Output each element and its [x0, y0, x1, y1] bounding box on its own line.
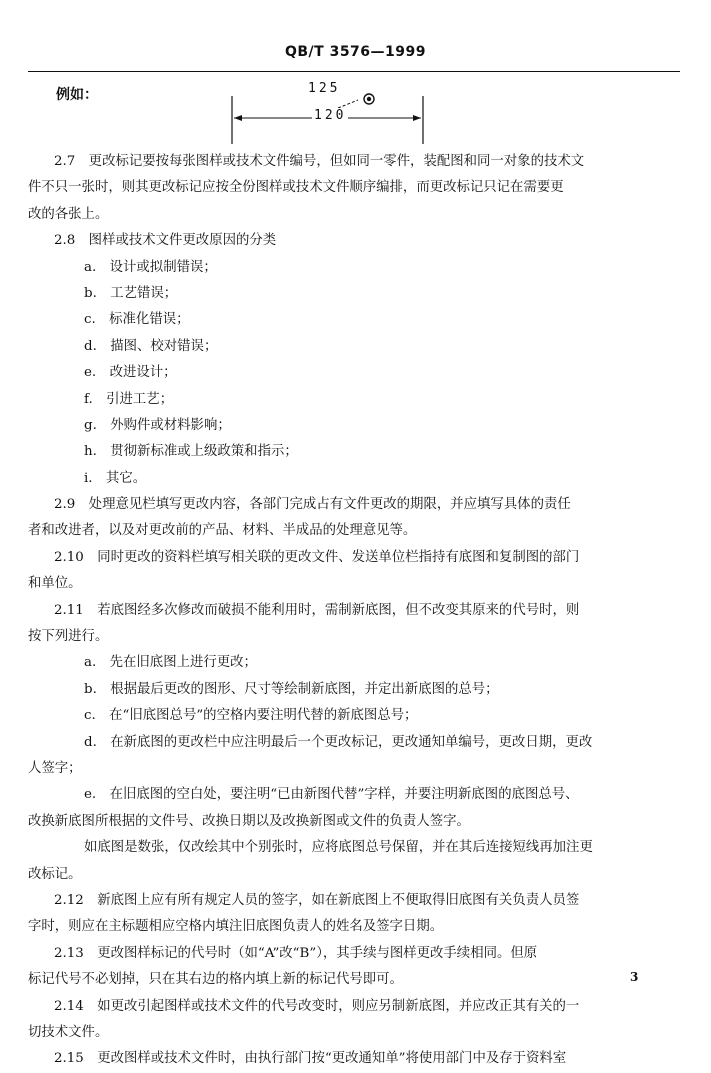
- text-line: 2.8 图样或技术文件更改原因的分类: [54, 233, 277, 249]
- example-label: 例如：: [56, 87, 98, 103]
- text-line: b. 工艺错误；: [84, 285, 178, 301]
- text-line: 和单位。: [28, 576, 82, 592]
- upper-dimension-value: 125: [308, 81, 341, 96]
- body-text: [28, 149, 668, 1073]
- text-line: 切技术文件。: [28, 1024, 109, 1040]
- text-line: 者和改进者，以及对更改前的产品、材料、半成品的处理意见等。: [28, 523, 417, 539]
- text-line: 2.11 若底图经多次修改而破损不能利用时，需制新底图，但不改变其原来的代号时，则: [54, 602, 580, 618]
- text-line: 2.7 更改标记要按每张图样或技术文件编号，但如同一零件，装配图和同一对象的技术文: [54, 154, 585, 169]
- text-line: 2.10 同时更改的资料栏填写相关联的更改文件、发送单位栏指持有底图和复制图的部门: [54, 549, 580, 565]
- text-line: 人签字；: [28, 760, 82, 776]
- lower-dimension-value: 120: [314, 108, 347, 123]
- text-line: a. 设计或拟制错误；: [84, 259, 217, 275]
- text-line: 改换新底图所根据的文件号、改换日期以及改换新图或文件的负责人签字。: [28, 813, 470, 829]
- text-line: g. 外购件或材料影响；: [84, 417, 231, 433]
- page-number: 3: [630, 970, 639, 984]
- text-line: 2.14 如更改引起图样或技术文件的代号改变时，则应另制新底图，并应改正其有关的一: [54, 998, 580, 1014]
- text-line: b. 根据最后更改的图形、尺寸等绘制新底图，并定出新底图的总号；: [84, 681, 499, 697]
- text-line: e. 改进设计；: [84, 365, 177, 381]
- text-line: h. 贯彻新标准或上级政策和指示；: [84, 444, 298, 460]
- dimension-example-figure: [226, 78, 436, 148]
- text-line: 改的各张上。: [28, 206, 109, 222]
- text-line: a. 先在旧底图上进行更改；: [84, 655, 257, 671]
- text-line: f. 引进工艺；: [84, 391, 174, 407]
- standard-code-header: QB/T 3576—1999: [284, 44, 427, 60]
- text-line: 件不只一张时，则其更改标记应按全份图样或技术文件顺序编排，而更改标记只记在需要更: [28, 180, 564, 196]
- text-line: d. 描图、校对错误；: [84, 338, 218, 354]
- text-line: 2.13 更改图样标记的代号时（如“A”改“B”），其手续与图样更改手续相同。但原: [54, 945, 538, 961]
- text-line: i. 其它。: [84, 470, 147, 486]
- text-line: 改标记。: [28, 866, 82, 882]
- header-rule: [28, 71, 680, 72]
- text-line: 2.15 更改图样或技术文件时，由执行部门按“更改通知单”将使用部门中及存于资料室: [54, 1051, 567, 1067]
- text-line: 标记代号不必划掉，只在其右边的格内填上新的标记代号即可。: [28, 972, 403, 988]
- text-line: e. 在旧底图的空白处，要注明“已由新图代替”字样，并要注明新底图的底图总号、: [84, 787, 579, 803]
- text-line: d. 在新底图的更改栏中应注明最后一个更改标记，更改通知单编号，更改日期，更改: [84, 734, 593, 750]
- text-line: 2.12 新底图上应有所有规定人员的签字，如在新底图上不便取得旧底图有关负责人员签: [54, 892, 580, 908]
- text-line: 按下列进行。: [28, 629, 109, 645]
- text-line: 如底图是数张，仅改绘其中个别张时，应将底图总号保留，并在其后连接短线再加注更: [84, 840, 593, 856]
- text-line: 字时，则应在主标题相应空格内填注旧底图负责人的姓名及签字日期。: [28, 919, 444, 935]
- text-line: 2.9 处理意见栏填写更改内容，各部门完成占有文件更改的期限，并应填写具体的责任: [54, 497, 571, 513]
- text-line: c. 标准化错误；: [84, 312, 190, 328]
- text-line: c. 在“旧底图总号”的空格内要注明代替的新底图总号；: [84, 708, 418, 724]
